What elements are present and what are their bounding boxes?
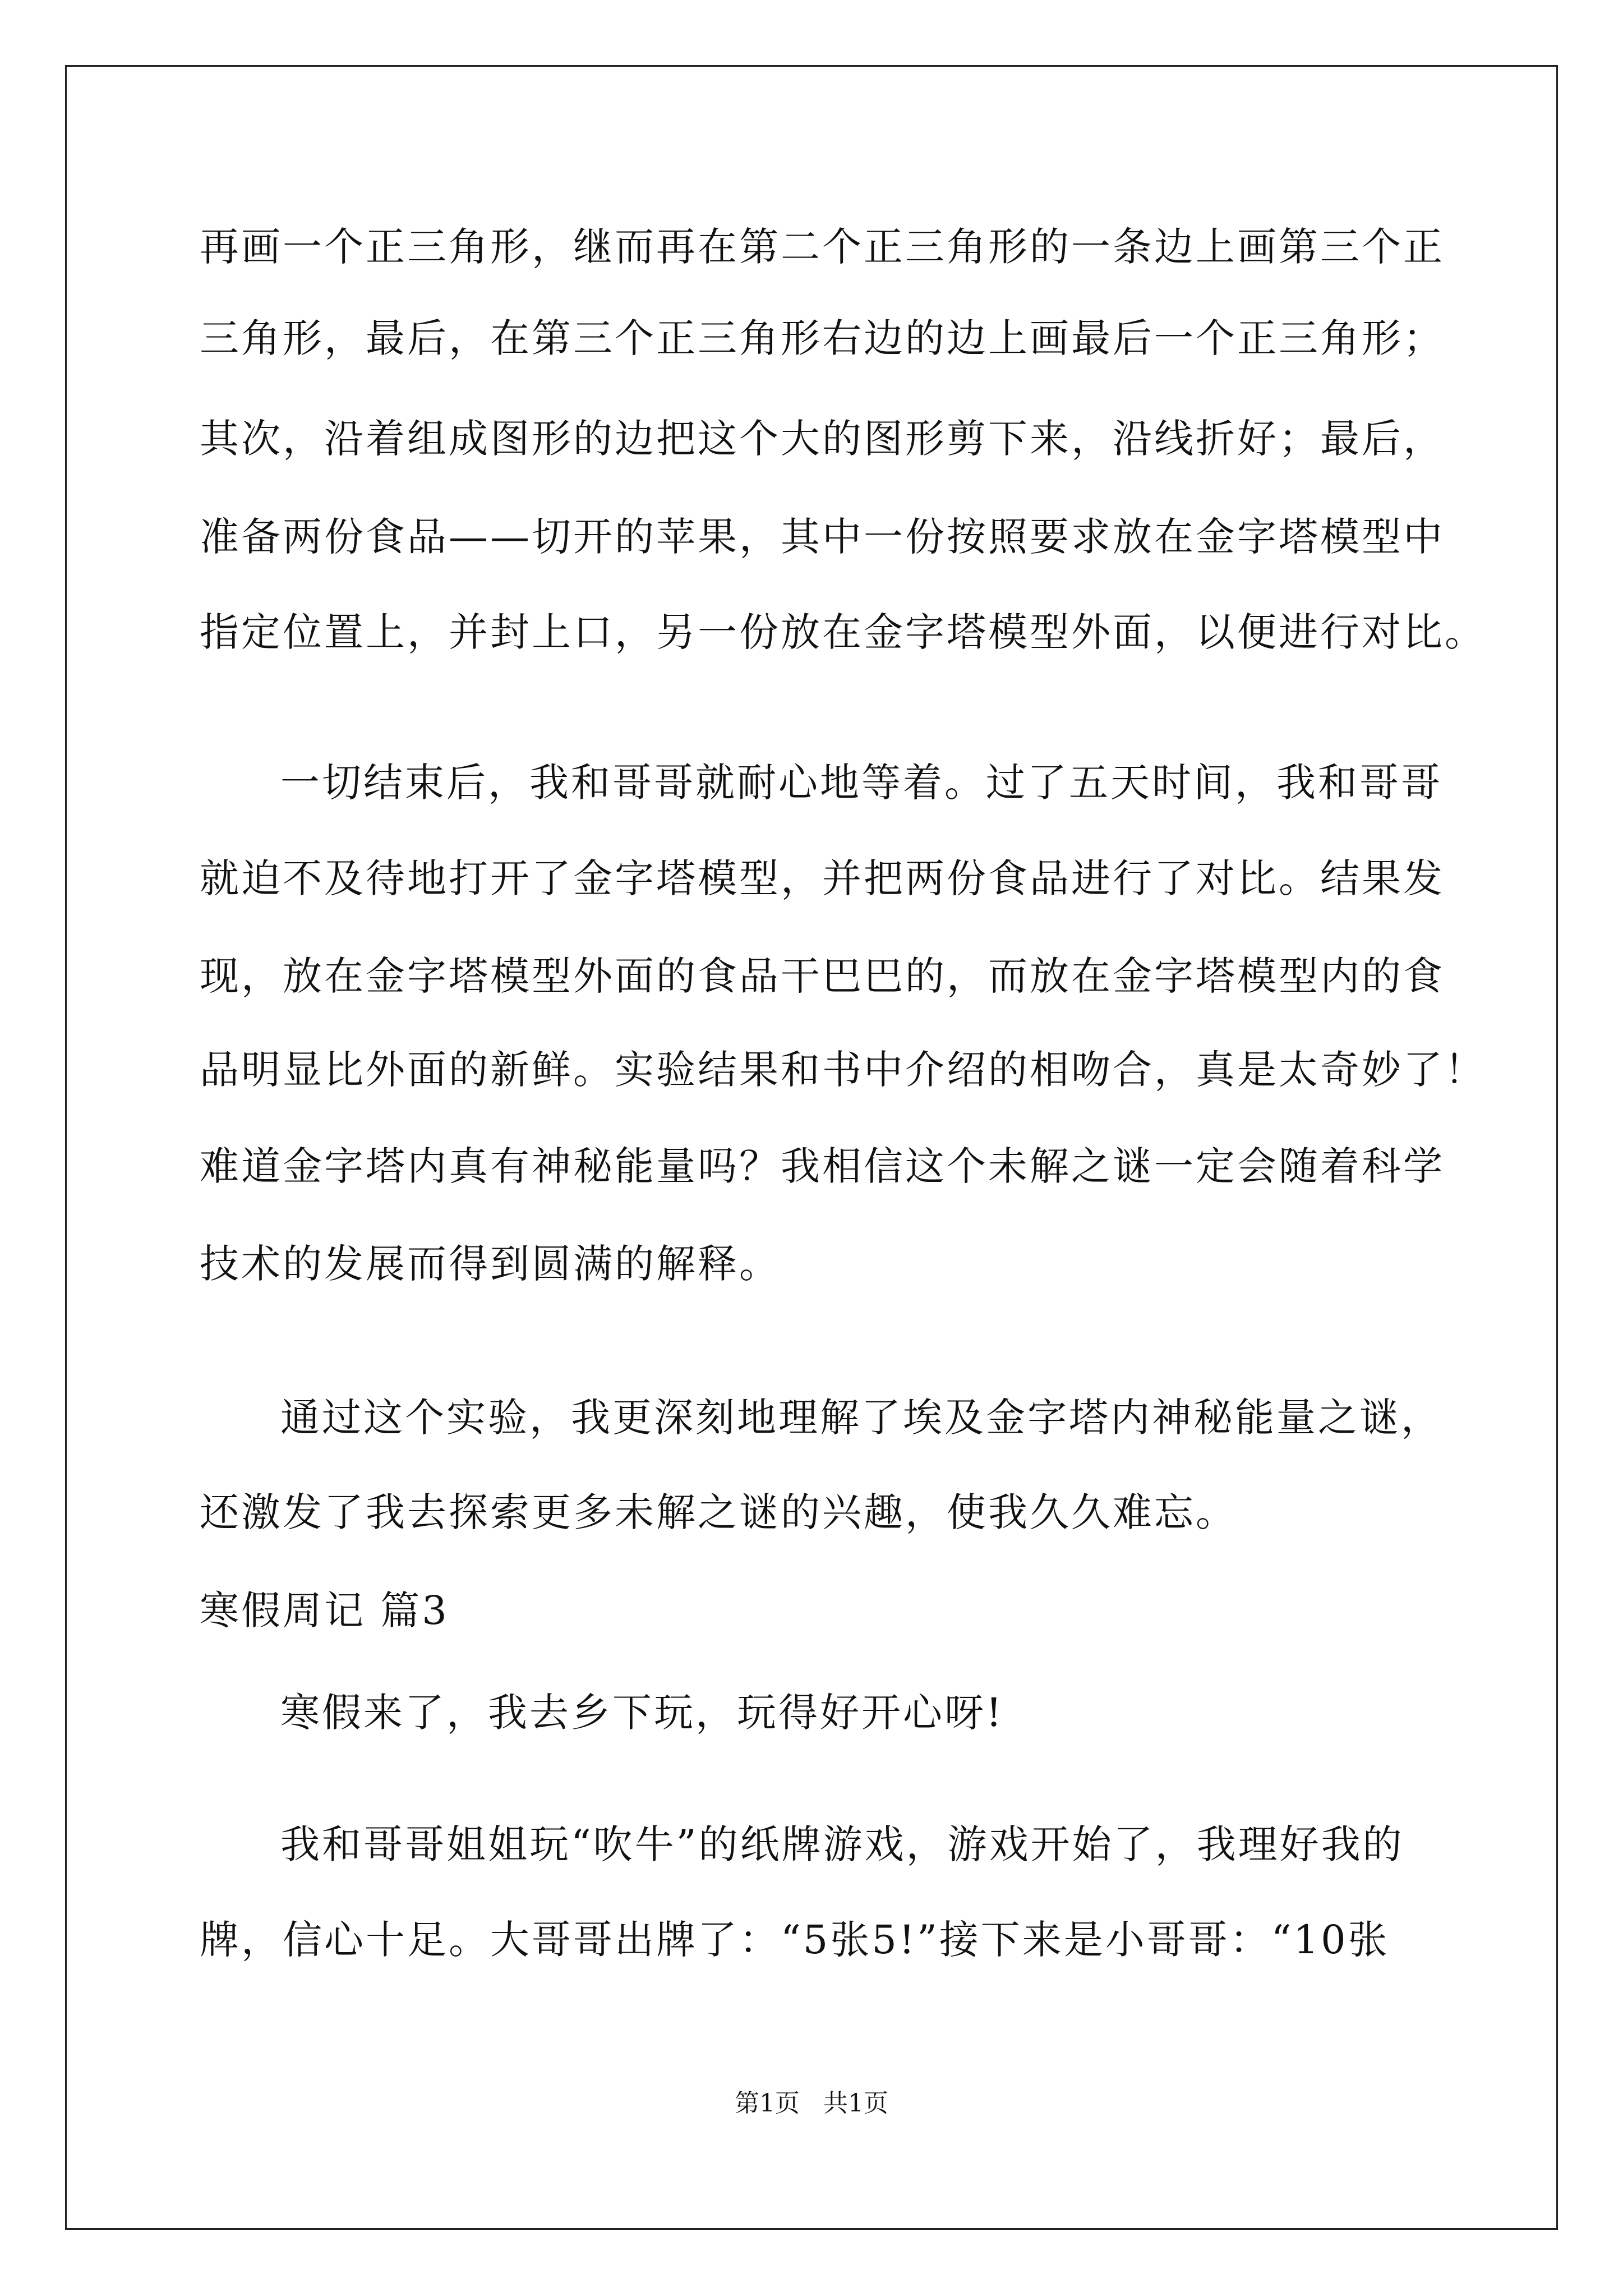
section-heading: 寒假周记 篇3	[200, 1588, 449, 1634]
text-line: 再画一个正三角形，继而再在第二个正三角形的一条边上画第三个正	[200, 224, 1445, 270]
text-line: 其次，沿着组成图形的边把这个大的图形剪下来，沿线折好；最后，	[200, 416, 1445, 462]
paragraph-start-line: 一切结束后，我和哥哥就耐心地等着。过了五天时间，我和哥哥	[280, 760, 1442, 806]
text-line: 准备两份食品——切开的苹果，其中一份按照要求放在金字塔模型中	[200, 514, 1445, 560]
text-line: 就迫不及待地打开了金字塔模型，并把两份食品进行了对比。结果发	[200, 855, 1445, 901]
text-line: 还激发了我去探索更多未解之谜的兴趣，使我久久难忘。	[200, 1489, 1237, 1535]
text-line: 品明显比外面的新鲜。实验结果和书中介绍的相吻合，真是太奇妙了！	[200, 1047, 1486, 1093]
text-line: 三角形，最后，在第三个正三角形右边的边上画最后一个正三角形；	[200, 315, 1445, 361]
paragraph-start-line: 我和哥哥姐姐玩“吹牛”的纸牌游戏，游戏开始了，我理好我的	[280, 1821, 1404, 1867]
text-line: 现，放在金字塔模型外面的食品干巴巴的，而放在金字塔模型内的食	[200, 953, 1445, 999]
paragraph-start-line: 通过这个实验，我更深刻地理解了埃及金字塔内神秘能量之谜，	[280, 1395, 1442, 1441]
text-line: 牌，信心十足。大哥哥出牌了：“5张5!”接下来是小哥哥：“10张	[200, 1917, 1390, 1963]
page-number-footer: 第1页 共1页	[735, 2089, 888, 2118]
paragraph-start-line: 寒假来了，我去乡下玩，玩得好开心呀!	[280, 1690, 1004, 1736]
text-line: 技术的发展而得到圆满的解释。	[200, 1241, 781, 1287]
text-line: 指定位置上，并封上口，另一份放在金字塔模型外面，以便进行对比。	[200, 609, 1486, 655]
text-line: 难道金字塔内真有神秘能量吗？我相信这个未解之谜一定会随着科学	[200, 1143, 1445, 1189]
